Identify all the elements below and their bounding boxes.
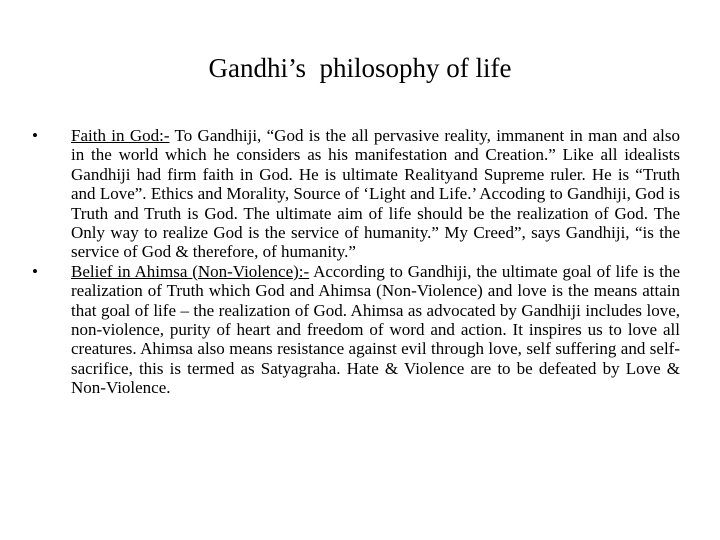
bullet-text: According to Gandhiji, the ultimate goal of life is the realization of Truth which God and Ahimsa (Non-Violence) and love is the means attain that goal of life – the realization of God. Ahimsa as advocated by Gandhiji includes love, non-violence, purity of heart and freedom of word and action. It inspires us to love all creatures. Ahimsa also means resistance against evil through love, self suffering and self-sacrifice, this is termed as Satyagraha. Hate & Violence are to be defeated by Love & Non-Violence.: [71, 261, 680, 398]
bullet-dot: •: [32, 261, 38, 281]
bullet-belief-in-ahimsa: [32, 262, 680, 398]
bullet-heading: Faith in God:-: [71, 126, 170, 145]
bullet-list: [32, 126, 680, 398]
bullet-heading: Belief in Ahimsa (Non-Violence):-: [71, 261, 310, 281]
slide-title: Gandhi’s philosophy of life: [208, 53, 512, 83]
bullet-faith-in-god: [32, 126, 680, 262]
bullet-text: To Gandhiji, “God is the all pervasive reality, immanent in man and also in the world which he considers as his manifestation and Creation.” Like all idealists Gandhiji had firm faith in God. He is ultimate Realityand Supreme ruler. He is “Truth and Love”. Ethics and Morality, Source of ‘Light and Life.’ Accoding to Gandhiji, God is Truth and Truth is God. The ultimate aim of life should be the realization of God. The Only way to realize God is the service of humanity.” My Creed”, says Gandhiji, “is the service of God & therefore, of humanity.”: [71, 126, 680, 262]
bullet-dot: •: [32, 126, 38, 145]
